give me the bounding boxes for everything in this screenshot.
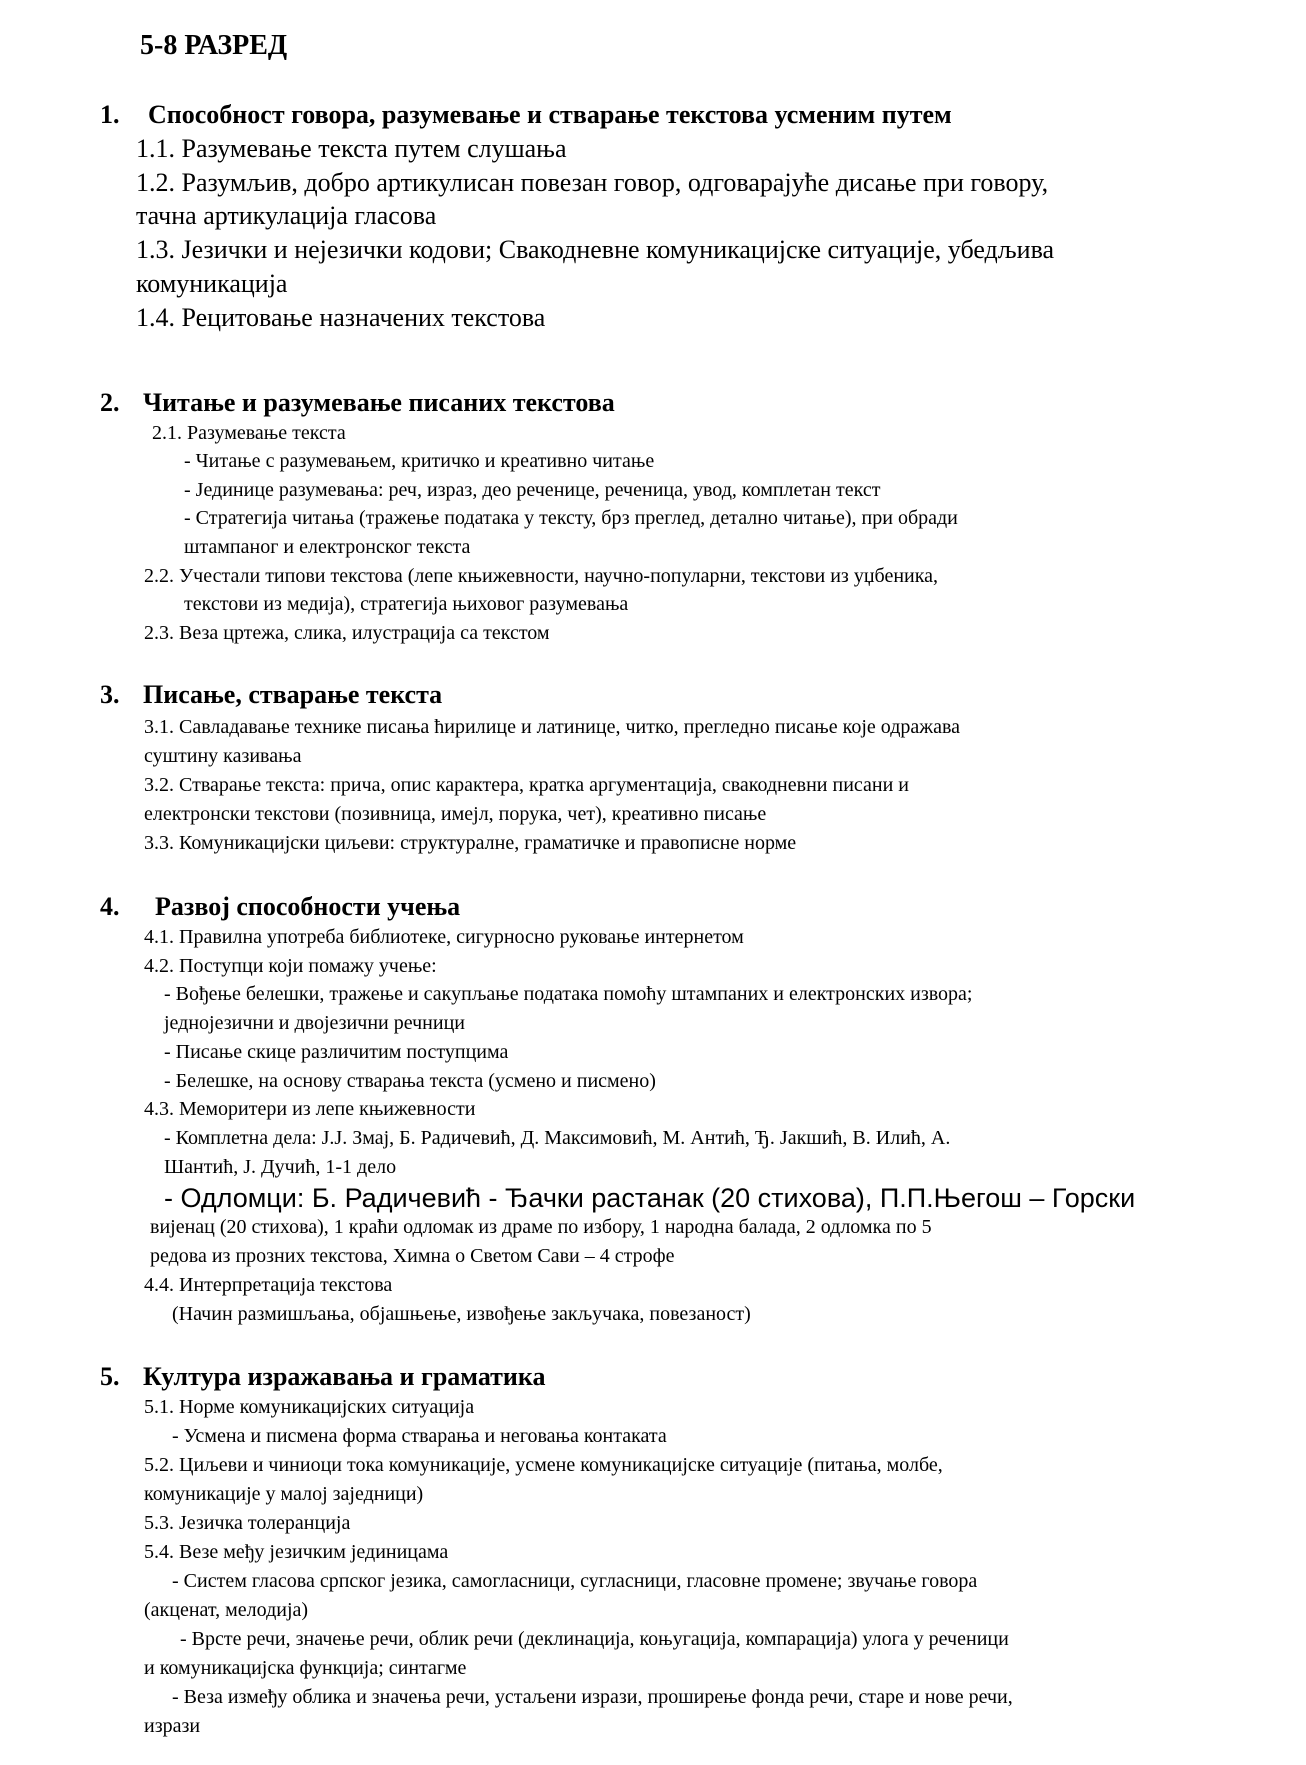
section-5-bullet-3-line-1: - Врсте речи, значење речи, облик речи (деклинација, коњугација, компарација) улога у реченици [180, 1628, 1009, 1650]
section-3-item-1-line-2: суштину казивања [144, 745, 302, 767]
section-4-heading: Развој способности учења [155, 892, 461, 921]
section-3-item-2-line-1: 3.2. Стварање текста: прича, опис карактера, кратка аргументација, свакодневни писани и [144, 774, 909, 796]
section-1-item-1: 1.1. Разумевање текста путем слушања [136, 134, 567, 163]
section-3-heading: Писање, стварање текста [143, 680, 443, 709]
section-4-bullet-1-line-1: - Вођење белешки, тражење и сакупљање података помоћу штампаних и електронских извора; [164, 983, 973, 1005]
section-5-item-2-line-2: комуникације у малој заједници) [144, 1483, 424, 1505]
section-5-heading: Култура изражавања и граматика [143, 1362, 546, 1391]
section-5-item-4: 5.4. Везе међу језичким јединицама [144, 1541, 449, 1563]
section-4-bullet-4-line-1: - Комплетна дела: Ј.Ј. Змај, Б. Радичевић, Д. Максимовић, М. Антић, Ђ. Јакшић, В. Илић, А. [164, 1127, 951, 1149]
section-2-bullet-3-line-1: - Стратегија читања (тражење података у тексту, брз преглед, детално читање), при обради [184, 507, 958, 529]
section-5-bullet-1: - Усмена и писмена форма стварања и неговања контаката [172, 1425, 667, 1447]
section-4-item-4: 4.4. Интерпретација текстова [144, 1274, 393, 1296]
section-4-bullet-5-line-3: редова из прозних текстова, Химна о Светом Сави – 4 строфе [150, 1245, 675, 1267]
section-2-heading: Читање и разумевање писаних текстова [143, 388, 615, 417]
section-4-bullet-1-line-2: једнојезични и двојезични речници [164, 1012, 465, 1034]
section-4-bullet-5-line-2: вијенац (20 стихова), 1 краћи одломак из драме по избору, 1 народна балада, 2 одломка по 5 [150, 1216, 932, 1238]
section-3-number: 3. [100, 680, 120, 709]
section-1-item-2-line-2: тачна артикулација гласова [136, 201, 437, 230]
section-2-item-3: 2.3. Веза цртежа, слика, илустрација са текстом [144, 622, 550, 644]
section-4-bullet-5-line-1: - Одломци: Б. Радичевић - Ђачки растанак (20 стихова), П.П.Његош – Горски [164, 1183, 1136, 1213]
section-1-item-3-line-2: комуникација [136, 269, 288, 298]
section-2-bullet-2: - Јединице разумевања: реч, израз, део реченице, реченица, увод, комплетан текст [184, 479, 881, 501]
section-5-number: 5. [100, 1362, 120, 1391]
section-5-item-2-line-1: 5.2. Циљеви и чиниоци тока комуникације, усмене комуникацијске ситуације (питања, молбе, [144, 1454, 943, 1476]
section-5-bullet-3-line-2: и комуникацијска функција; синтагме [144, 1657, 467, 1679]
section-5-bullet-4-line-2: изрази [144, 1715, 201, 1737]
section-4-number: 4. [100, 892, 120, 921]
section-2-number: 2. [100, 388, 120, 417]
section-2-item-1: 2.1. Разумевање текста [152, 422, 346, 444]
section-5-item-1: 5.1. Норме комуникацијских ситуација [144, 1396, 475, 1418]
section-5-bullet-4-line-1: - Веза између облика и значења речи, устаљени изрази, проширење фонда речи, старе и нове речи, [172, 1686, 1013, 1708]
section-3-item-1-line-1: 3.1. Савладавање технике писања ћирилице и латинице, читко, прегледно писање које одражава [144, 716, 960, 738]
section-4-item-3: 4.3. Меморитери из лепе књижевности [144, 1098, 476, 1120]
section-2-item-2-line-2: текстови из медија), стратегија њиховог разумевања [184, 593, 629, 615]
section-2-bullet-3-line-2: штампаног и електронског текста [184, 536, 471, 558]
section-5-bullet-2-line-1: - Систем гласова српског језика, самогласници, сугласници, гласовне промене; звучање говора [172, 1570, 978, 1592]
section-4-item-2: 4.2. Поступци који помажу учење: [144, 955, 437, 977]
section-1-item-2-line-1: 1.2. Разумљив, добро артикулисан повезан говор, одговарајуће дисање при говору, [136, 168, 1049, 197]
section-4-bullet-4-line-2: Шантић, Ј. Дучић, 1-1 дело [164, 1156, 397, 1178]
section-2-item-2-line-1: 2.2. Учестали типови текстова (лепе књижевности, научно-популарни, текстови из уџбеника, [144, 565, 939, 587]
section-1-heading: Способност говора, разумевање и стварање текстова усменим путем [148, 100, 952, 129]
section-1-number: 1. [100, 100, 120, 129]
section-4-bullet-2: - Писање скице различитим поступцима [164, 1041, 509, 1063]
section-4-bullet-3: - Белешке, на основу стварања текста (усмено и писмено) [164, 1070, 656, 1092]
section-5-bullet-2-line-2: (акценат, мелодија) [144, 1599, 309, 1621]
page-title: 5-8 РАЗРЕД [140, 30, 288, 61]
section-1-item-3-line-1: 1.3. Језички и нејезички кодови; Свакодневне комуникацијске ситуације, убедљива [136, 235, 1055, 264]
section-5-item-3: 5.3. Језичка толеранција [144, 1512, 351, 1534]
section-3-item-3: 3.3. Комуникацијски циљеви: структуралне, граматичке и правописне норме [144, 832, 797, 854]
section-1-item-4: 1.4. Рецитовање назначених текстова [136, 303, 546, 332]
section-4-item-1: 4.1. Правилна употреба библиотеке, сигурносно руковање интернетом [144, 926, 744, 948]
section-2-bullet-1: - Читање с разумевањем, критичко и креативно читање [184, 450, 655, 472]
section-4-item-4-detail: (Начин размишљања, објашњење, извођење закључака, повезаност) [172, 1303, 751, 1325]
section-3-item-2-line-2: електронски текстови (позивница, имејл, порука, чет), креативно писање [144, 803, 767, 825]
